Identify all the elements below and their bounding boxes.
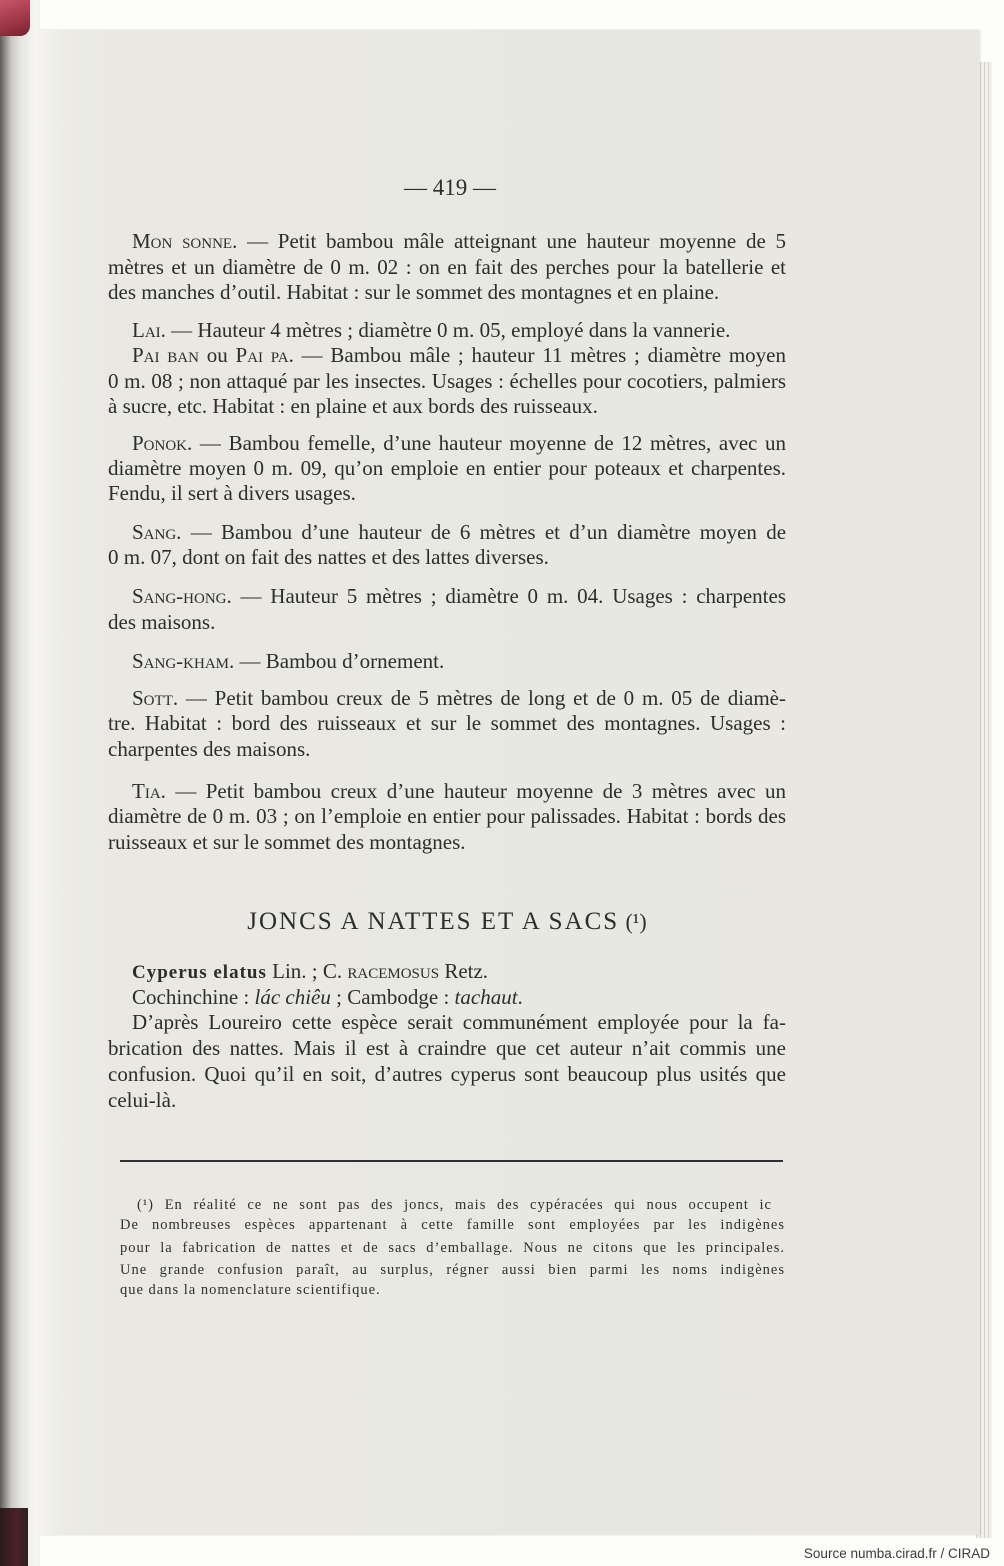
binding-cover-bottom bbox=[0, 1508, 28, 1566]
entry-term: Pai ban bbox=[132, 343, 199, 367]
entry-sang-kham-line-1 bbox=[132, 649, 444, 674]
entry-tia-line-1 bbox=[132, 779, 786, 804]
entry-sang-line-2: 0 m. 07, dont on fait des nattes et des lattes diverses. bbox=[108, 545, 549, 569]
entry-pai-ban-line-2: 0 m. 08 ; non attaqué par les insectes. Usages : échelles pour cocotiers, palmiers bbox=[108, 369, 786, 393]
entry-text: — Petit bambou mâle atteignant une hauteur moyenne de 5 bbox=[247, 229, 787, 253]
book-binding-edge bbox=[0, 0, 40, 1566]
section-paragraph-line-2: brication des nattes. Mais il est à craindre que cet auteur n’ait commis une bbox=[108, 1036, 786, 1060]
entry-sott-line-3: charpentes des maisons. bbox=[108, 737, 311, 761]
entry-term: Sang. bbox=[132, 520, 182, 544]
entry-text: — Bambou mâle ; hauteur 11 mètres ; diamètre moyen bbox=[301, 343, 787, 367]
footnote-line-5: que dans la nomenclature scientifique. bbox=[120, 1282, 381, 1298]
entry-pai-ban-line-3: à sucre, etc. Habitat : en plaine et aux bords des ruisseaux. bbox=[108, 394, 598, 418]
entry-term: Mon sonne. bbox=[132, 229, 238, 253]
entry-term-connector: ou bbox=[206, 343, 228, 367]
entry-ponok-line-2: diamètre moyen 0 m. 09, qu’on emploie en entier pour poteaux et charpentes. bbox=[108, 456, 786, 480]
footnote-divider bbox=[120, 1160, 783, 1162]
entry-sott-line-1 bbox=[132, 686, 786, 711]
entry-text: — Hauteur 4 mètres ; diamètre 0 m. 05, employé dans la vannerie. bbox=[171, 318, 731, 342]
entry-text: — Bambou d’une hauteur de 6 mètres et d’un diamètre moyen de bbox=[190, 520, 787, 544]
species-name: Cyperus elatus bbox=[132, 962, 267, 983]
binding-cover-top bbox=[0, 0, 30, 36]
entry-text: — Bambou femelle, d’une hauteur moyenne de 12 mètres, avec un bbox=[199, 431, 787, 455]
entry-pai-ban-line-1 bbox=[132, 343, 786, 368]
footnote-line-2: De nombreuses espèces appartenant à cette famille sont employées par les indigènes bbox=[120, 1217, 785, 1233]
entry-text: — Bambou d’ornement. bbox=[239, 649, 445, 673]
entry-sang-hong-line-2: des maisons. bbox=[108, 610, 216, 634]
entry-text: — Hauteur 5 mètres ; diamètre 0 m. 04. Usages : charpentes bbox=[240, 584, 787, 608]
source-credit: Source numba.cirad.fr / CIRAD bbox=[803, 1546, 990, 1561]
entry-sang-hong-line-1 bbox=[132, 584, 786, 609]
vernacular-place: Cochinchine : bbox=[132, 985, 250, 1009]
entry-ponok-line-1 bbox=[132, 431, 786, 456]
species-synonym: C. racemosus bbox=[322, 959, 440, 983]
vernacular-names-line bbox=[132, 985, 523, 1010]
entry-lai-line-1 bbox=[132, 318, 730, 343]
entry-text: — Petit bambou creux de 5 mètres de long et de 0 m. 05 de diamè- bbox=[185, 686, 786, 710]
section-paragraph-line-3: confusion. Quoi qu’il en soit, d’autres cyperus sont beaucoup plus usités que bbox=[108, 1062, 786, 1086]
section-paragraph-line-1: D’après Loureiro cette espèce serait communément employée pour la fa- bbox=[132, 1010, 786, 1034]
species-line bbox=[132, 959, 488, 985]
entry-term: Sott. bbox=[132, 686, 179, 710]
footnote-text: En réalité ce ne sont pas des joncs, mais des cypéracées qui nous occupent ic bbox=[164, 1197, 772, 1213]
entry-sang-line-1 bbox=[132, 520, 786, 545]
vernacular-end: . bbox=[517, 985, 523, 1009]
entry-mon-sonne-line-1 bbox=[132, 229, 786, 254]
entry-ponok-line-3: Fendu, il sert à divers usages. bbox=[108, 481, 356, 505]
footnote-line-4: Une grande confusion paraît, au surplus, régner aussi bien parmi les noms indigènes bbox=[120, 1262, 785, 1278]
entry-term: Lai. bbox=[132, 318, 166, 342]
footnote-reference: (¹) bbox=[625, 909, 647, 934]
footnote-marker: (¹) bbox=[137, 1197, 155, 1213]
entry-term: Tia. bbox=[132, 779, 166, 803]
footnote-line-3: pour la fabrication de nattes et de sacs d’emballage. Nous ne citons que les principales. bbox=[120, 1240, 785, 1256]
vernacular-separator: ; bbox=[336, 985, 342, 1009]
vernacular-name: lác chiêu bbox=[254, 985, 331, 1009]
vernacular-place: Cambodge : bbox=[347, 985, 450, 1009]
entry-mon-sonne-line-2: mètres et un diamètre de 0 m. 02 : on en fait des perches pour la batellerie et bbox=[108, 255, 786, 279]
entry-tia-line-2: diamètre de 0 m. 03 ; on l’emploie en entier pour palissades. Habitat : bords des bbox=[108, 804, 786, 828]
entry-term: Ponok. bbox=[132, 431, 193, 455]
section-heading bbox=[108, 906, 786, 938]
page-number: — 419 — bbox=[404, 175, 496, 200]
entry-tia-line-3: ruisseaux et sur le sommet des montagnes. bbox=[108, 830, 466, 854]
footnote-line-1 bbox=[137, 1195, 772, 1215]
entry-term-alt: Pai pa. bbox=[235, 343, 294, 367]
species-synonym-author: Retz. bbox=[444, 959, 489, 983]
vernacular-name: tachaut bbox=[454, 985, 518, 1009]
entry-text: — Petit bambou creux d’une hauteur moyenne de 3 mètres avec un bbox=[175, 779, 787, 803]
section-heading-text: JONCS A NATTES ET A SACS bbox=[247, 908, 620, 935]
entry-term: Sang-hong. bbox=[132, 584, 232, 608]
entry-sott-line-2: tre. Habitat : bord des ruisseaux et sur le sommet des montagnes. Usages : bbox=[108, 711, 786, 735]
entry-mon-sonne-line-3: des manches d’outil. Habitat : sur le sommet des montagnes et en plaine. bbox=[108, 280, 720, 304]
species-author: Lin. ; bbox=[272, 959, 318, 983]
section-paragraph-line-4: celui-là. bbox=[108, 1088, 177, 1112]
entry-term: Sang-kham. bbox=[132, 649, 235, 673]
